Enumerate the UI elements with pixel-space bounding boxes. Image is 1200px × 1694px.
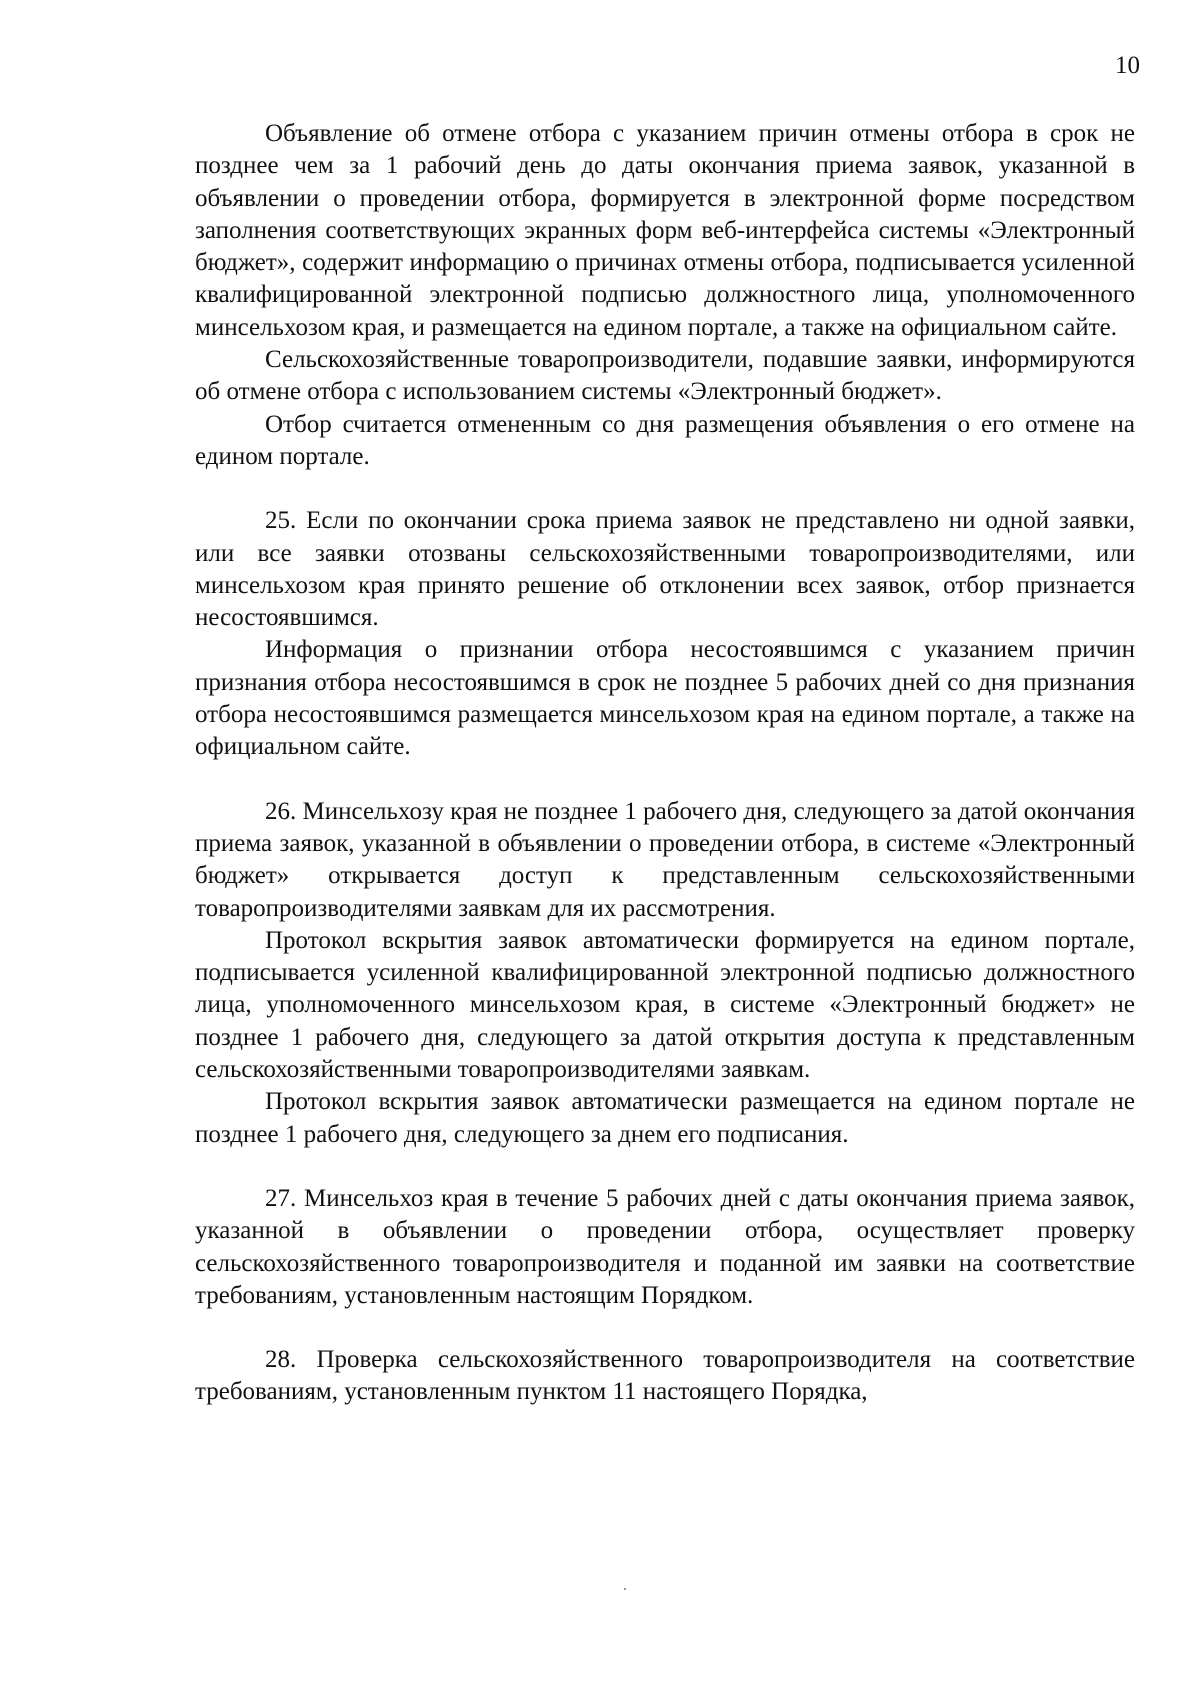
paragraph-item-28: 28. Проверка сельскохозяйственного товаропроизводителя на соответствие требованиям, установленным пунктом 11 настоящего Порядка,	[195, 1346, 1135, 1406]
paragraph-selection-cancelled: Отбор считается отмененным со дня размещения объявления о его отмене на едином портале.	[195, 410, 1135, 470]
paragraph-cancellation-announcement: Объявление об отмене отбора с указанием причин отмены отбора в срок не позднее чем за 1 рабочий день до даты окончания приема заявок, указанной в объявлении о проведении отбора, формируется в электронной форме посредством заполнения соответствующих экранных форм веб-интерфейса системы «Электронный бюджет», содержит информацию о причинах отмены отбора, подписывается усиленной квалифицированной электронной подписью должностного лица, уполномоченного минсельхозом края, и размещается на едином портале, а также на официальном сайте.	[195, 120, 1135, 341]
paragraph-item-27: 27. Минсельхоз края в течение 5 рабочих дней с даты окончания приема заявок, указанной в объявлении о проведении отбора, осуществляет проверку сельскохозяйственного товаропроизводителя и поданной им заявки на соответствие требованиям, установленным настоящим Порядком.	[195, 1184, 1135, 1309]
page-number: 10	[1115, 52, 1140, 79]
document-body	[195, 118, 1135, 1409]
paragraph-failed-selection-info: Информация о признании отбора несостоявшимся с указанием причин признания отбора несостоявшимся в срок не позднее 5 рабочих дней со дня признания отбора несостоявшимся размещается минсельхозом края на едином портале, а также на официальном сайте.	[195, 636, 1135, 761]
paragraph-item-26: 26. Минсельхозу края не позднее 1 рабочего дня, следующего за датой окончания приема заявок, указанной в объявлении о проведении отбора, в системе «Электронный бюджет» открывается доступ к представленным сельскохозяйственными товаропроизводителями заявкам для их рассмотрения.	[195, 797, 1135, 922]
paragraph-opening-protocol-formed: Протокол вскрытия заявок автоматически формируется на едином портале, подписывается усиленной квалифицированной электронной подписью должностного лица, уполномоченного минсельхозом края, в системе «Электронный бюджет» не позднее 1 рабочего дня, следующего за датой открытия доступа к представленным сельскохозяйственными товаропроизводителями заявкам.	[195, 926, 1135, 1084]
paragraph-opening-protocol-published: Протокол вскрытия заявок автоматически размещается на едином портале не позднее 1 рабочего дня, следующего за днем его подписания.	[195, 1088, 1135, 1148]
paragraph-item-25: 25. Если по окончании срока приема заявок не представлено ни одной заявки, или все заявки отозваны сельскохозяйственными товаропроизводителями, или минсельхозом края принято решение об отклонении всех заявок, отбор признается несостоявшимся.	[195, 507, 1135, 632]
scan-speck	[624, 1588, 626, 1590]
paragraph-producers-informed: Сельскохозяйственные товаропроизводители, подавшие заявки, информируются об отмене отбора с использованием системы «Электронный бюджет».	[195, 346, 1135, 406]
